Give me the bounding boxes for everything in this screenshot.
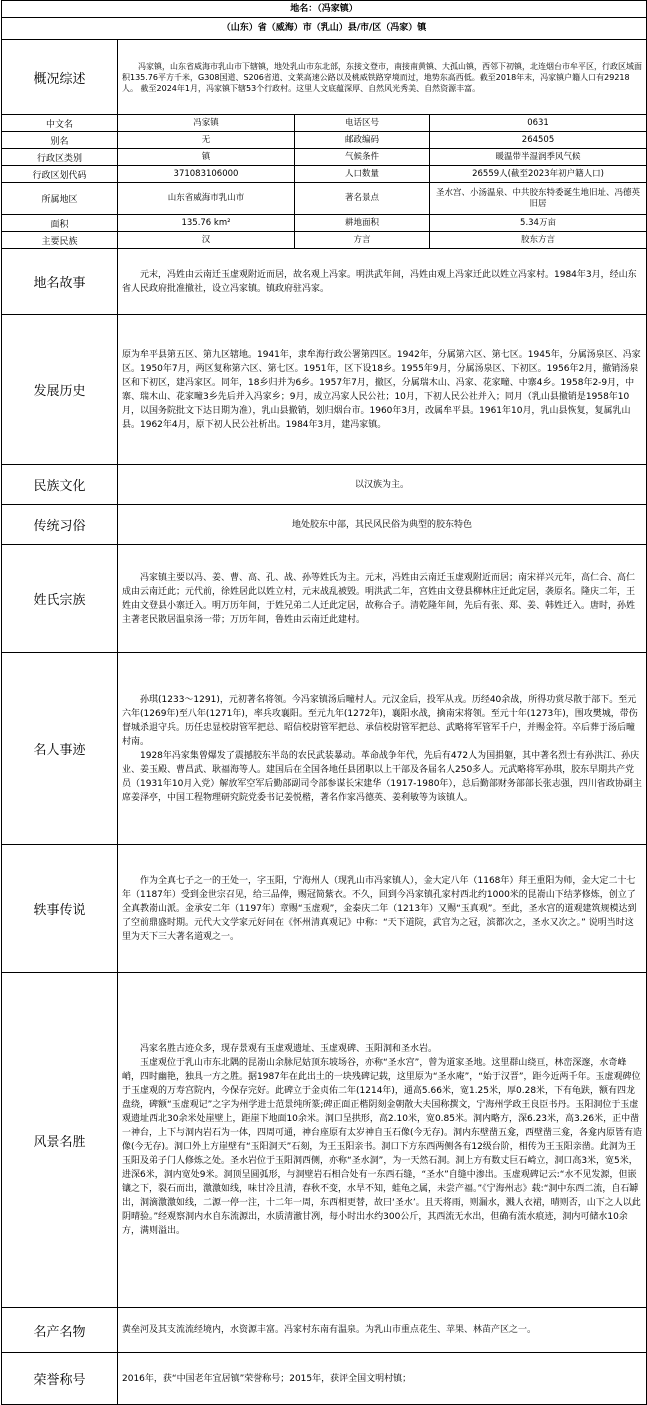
- history-text: 原为牟平县第五区、第九区辖地。1941年，隶牟海行政公署第四区。1942年，分属第六区、第七区。1945年，分属汤泉区、冯家区。1950年7月，两区复称第六区、第七区。1951年，区下设18乡。1955年9月，分属汤泉区、下初区。1956年2月，撤销汤泉区和下初区，建冯家区。同年，18乡归并为6乡。1957年7月，撤区，分属瑞木山、冯家、花家疃、中寨4乡。1958年2-9月，中寨、瑞木山、花家疃3乡先后并入冯家乡；9月，成立冯家人民公社；10月，下初人民公社并入；同月（乳山县撤销是1958年10月，以国务院批文下达日期为准），乳山县撤销，划归烟台市。1960年3月，改属牟平县。1961年10月，乳山县恢复，复属乳山县。1962年4月，原下初人民公社析出。1984年3月，建冯家镇。: [118, 315, 647, 465]
- farmland-label: 耕地面积: [295, 215, 430, 232]
- products-text: 黄垒河及其支流流经境内，水资源丰富。冯家村东南有温泉。为乳山市重点花生、苹果、林苗产区之一。: [118, 1308, 647, 1353]
- scenery-label: 风景名胜: [2, 973, 118, 1308]
- area-label: 面积: [2, 215, 118, 232]
- postal-code-label: 邮政编码: [295, 132, 430, 149]
- ethnic-value: 汉: [118, 232, 295, 249]
- region-value: 山东省威海市乳山市: [118, 183, 295, 215]
- clans-label: 姓氏宗族: [2, 545, 118, 653]
- people-label: 名人事迹: [2, 653, 118, 845]
- ethnic-culture-label: 民族文化: [2, 465, 118, 505]
- scenery-para-2: 玉虚观位于乳山市东北隅的昆嵛山余脉尼姑顶东坡场谷，亦称“圣水宫”，曾为道家圣地。这里群山绕亘，林峦深邃，水奇峰峭，四时幽艳，独具一方之胜。据1987年在此出土的一块残碑记载，这里原为“圣水庵”，“始于汉晋”，距今近两千年。玉虚观碑位于玉虚观的万寿宫院内，今保存完好。此碑立于金贞佑二年(1214年)，通高5.66米，宽1.25米，厚0.28米，下有龟趺，额有四龙盘绕，碑额“玉虚观记”之字为州学进士范景纯所篆;碑正面正楷阴刻金朝散大夫国称撰文，宁海州学政王良臣书丹。玉阳洞位于玉虚观遗址西北30余米处崖壁上，距崖下地面10余米。洞口呈拱形，高2.10米，宽0.85米。洞内略方，深6.23米，高3.26米，正中凿一神台，上下与洞内岩石为一体，四周可通，神台座原有太岁神自玉石像(今无存)。洞内东壁凿五龛，西壁凿三龛，各龛内原皆有造像(今无存)。洞口外上方崖壁有“玉阳洞天”石刻，为王玉阳亲书。洞口下方东西两侧各有12级台阶，相传为王玉阳亲凿。此洞为王玉阳及弟子门人修炼之处。圣水岩位于玉阳洞西侧，亦称“圣水洞”，为一天然石洞。洞上方有数丈巨石崎立，洞口高3米，宽5米，进深6米，洞内宽处9米。洞顶呈圆弧形，与洞壁岩石相合处有一东西石缝，“圣水”自缝中渗出。玉虚观碑记云:“水不见发源，但嵌镶之下，裂石而出，激激如线，味甘冷且清，春秋不变，水旱不知，蛙龟之属，未尝产福。”《宁海州志》载:“洞中东西二流，自石罅出，洞滴激激如线，二源一停一注，十二年一周，东西相更替，故曰‘圣水’。且天将雨，则漏水，溅人衣裙，晴则否，山下之人以此阴晴验。”经观察洞内水自东流源出，水质清澈甘冽，每小时出水约300公斤，其西流无水出，但确有流水痕迹，洞内可储水10余方，满则溢出。: [122, 1058, 643, 1236]
- story-label: 地名故事: [2, 249, 118, 315]
- chinese-name-label: 中文名: [2, 115, 118, 132]
- admin-type-label: 行政区类别: [2, 149, 118, 166]
- alias-label: 别名: [2, 132, 118, 149]
- history-label: 发展历史: [2, 315, 118, 465]
- location-subtitle: （山东）省（威海）市（乳山）县/市/区（冯家）镇: [2, 18, 647, 40]
- honors-text: 2016年，获“中国老年宜居镇”荣誉称号；2015年，获评全国文明村镇；: [118, 1353, 647, 1405]
- document-title: 地名：（冯家镇）: [2, 1, 647, 18]
- region-label: 所属地区: [2, 183, 118, 215]
- legends-text: 作为全真七子之一的王处一，字玉阳，宁海州人（现乳山市冯家镇人），金大定八年（1168年）拜王重阳为师，金大定二十七年（1187年）受到金世宗召见，给三品俸，赐冠简紫衣。不久，回到今冯家镇孔家村西北约1000米的昆嵛山下结茅修炼，创立了全真教嵛山派。金承安二年（1197年）章赐“玉虚观”，金泰庆二年（1213年）又赐“玉真观”。至此，圣水宫的道观建筑规模达到了空前鼎盛时期。元代大文学家元好问在《怀州清真观记》中称：“天下道院，武官为之冠，滨都次之，圣水又次之。” 说明当时这里为天下三大著名道观之一。: [118, 845, 647, 973]
- admin-code-value: 371083106000: [118, 166, 295, 183]
- legends-label: 轶事传说: [2, 845, 118, 973]
- alias-value: 无: [118, 132, 295, 149]
- people-para-1: 孙琪(1233～1291)，元初著名将领。今冯家镇汤后疃村人。元汉金后，投军从戎。历经40余战，所得功赏尽散于部下。至元六年(1269年)至八年(1271年)，率兵攻襄阳。至元九年(1272年)，襄阳水战，擒南宋将领。至元十年(1273年)，围攻樊城，带伤督城杀退守兵。历任忠显校尉管军把总、昭信校尉管军把总、承信校尉管军把总、武略将军管军千户，并赐金符。卒后葬于汤后疃村南。: [122, 694, 638, 747]
- attractions-label: 著名景点: [295, 183, 430, 215]
- overview-text: 冯家镇，山东省威海市乳山市下辖镇，地处乳山市东北部，东接文登市，南接南黄镇、大孤山镇，西邻下初镇，北连烟台市牟平区，行政区域面积135.76平方千米，G308国道、S206省道、文莱高速公路以及桃威铁路穿境而过，地势东高西低。截至2018年末，冯家镇户籍人口有29218人。 截至2024年1月，冯家镇下辖53个行政村。这里人文底蕴深厚、自然风光秀美、自然资源丰富。: [118, 40, 647, 115]
- population-value: 26559人(截至2023年初户籍人口): [430, 166, 647, 183]
- area-code-label: 电话区号: [295, 115, 430, 132]
- people-para-2: 1928年冯家集曾爆发了震撼胶东半岛的农民武装暴动。革命战争年代，先后有472人为国捐躯，其中著名烈士有孙洪江、孙庆业、姜玉殿、曹昌武、耿福海等人。建国后在全国各地任县团职以上干部及各届名人250多人。元武略将军孙琪，胶东早期共产党员（1931年10月入党）解放军空军后勤部副司令部参谋长宋建华（1917-1980年），总后勤部财务部部长张志强，四川省政协副主席姜泽亭，中国工程物理研究院党委书记姜悦楷，著名作家冯德英、姜利敏等为该镇人。: [122, 750, 642, 803]
- ethnic-culture-text: 以汉族为主。: [118, 465, 647, 505]
- climate-label: 气候条件: [295, 149, 430, 166]
- products-label: 名产名物: [2, 1308, 118, 1353]
- customs-text: 地处胶东中部，其民风民俗为典型的胶东特色: [118, 505, 647, 545]
- dialect-value: 胶东方言: [430, 232, 647, 249]
- ethnic-label: 主要民族: [2, 232, 118, 249]
- area-value: 135.76 km²: [118, 215, 295, 232]
- place-name-table: [1, 0, 647, 1405]
- population-label: 人口数量: [295, 166, 430, 183]
- area-code-value: 0631: [430, 115, 647, 132]
- dialect-label: 方言: [295, 232, 430, 249]
- postal-code-value: 264505: [430, 132, 647, 149]
- farmland-value: 5.34万亩: [430, 215, 647, 232]
- climate-value: 暖温带半湿润季风气候: [430, 149, 647, 166]
- scenery-para-1: 冯家名胜古迹众多，现存景观有玉虚观遗址、玉虚观碑、玉阳洞和圣水岩。: [140, 1044, 438, 1054]
- customs-label: 传统习俗: [2, 505, 118, 545]
- clans-text: 冯家镇主要以冯、姜、曹、高、孔、战、孙等姓氏为主。元末，冯姓由云南迁玉虚观附近而居；南宋祥兴元年，高仁合、高仁成由云南迁此；元代前，徐姓居此以姓立村，元末战乱被毁。明洪武二年，宫姓由文登县柳林庄迁此定居，袭原名。隆庆二年，王姓由文登县小寨迁入。明万历年间，于姓兄弟二人迁此定居，故称合子。清乾隆年间，先后有张、郑、姜、韩姓迁入。唐时，孙姓主著老民散居温泉汤一带；万历年间，鲁姓由云南迁此建村。: [118, 545, 647, 653]
- story-text: 元末，冯姓由云南迁玉虚观附近而居，故名观上冯家。明洪武年间，冯姓由观上冯家迁此以姓立冯家村。1984年3月，经山东省人民政府批准撤社，设立冯家镇。镇政府驻冯家。: [118, 249, 647, 315]
- attractions-value: 圣水宫、小汤温泉、中共胶东特委诞生地旧址、冯德英旧居: [430, 183, 647, 215]
- admin-type-value: 镇: [118, 149, 295, 166]
- overview-label: 概况综述: [2, 40, 118, 115]
- chinese-name-value: 冯家镇: [118, 115, 295, 132]
- honors-label: 荣誉称号: [2, 1353, 118, 1405]
- admin-code-label: 行政区划代码: [2, 166, 118, 183]
